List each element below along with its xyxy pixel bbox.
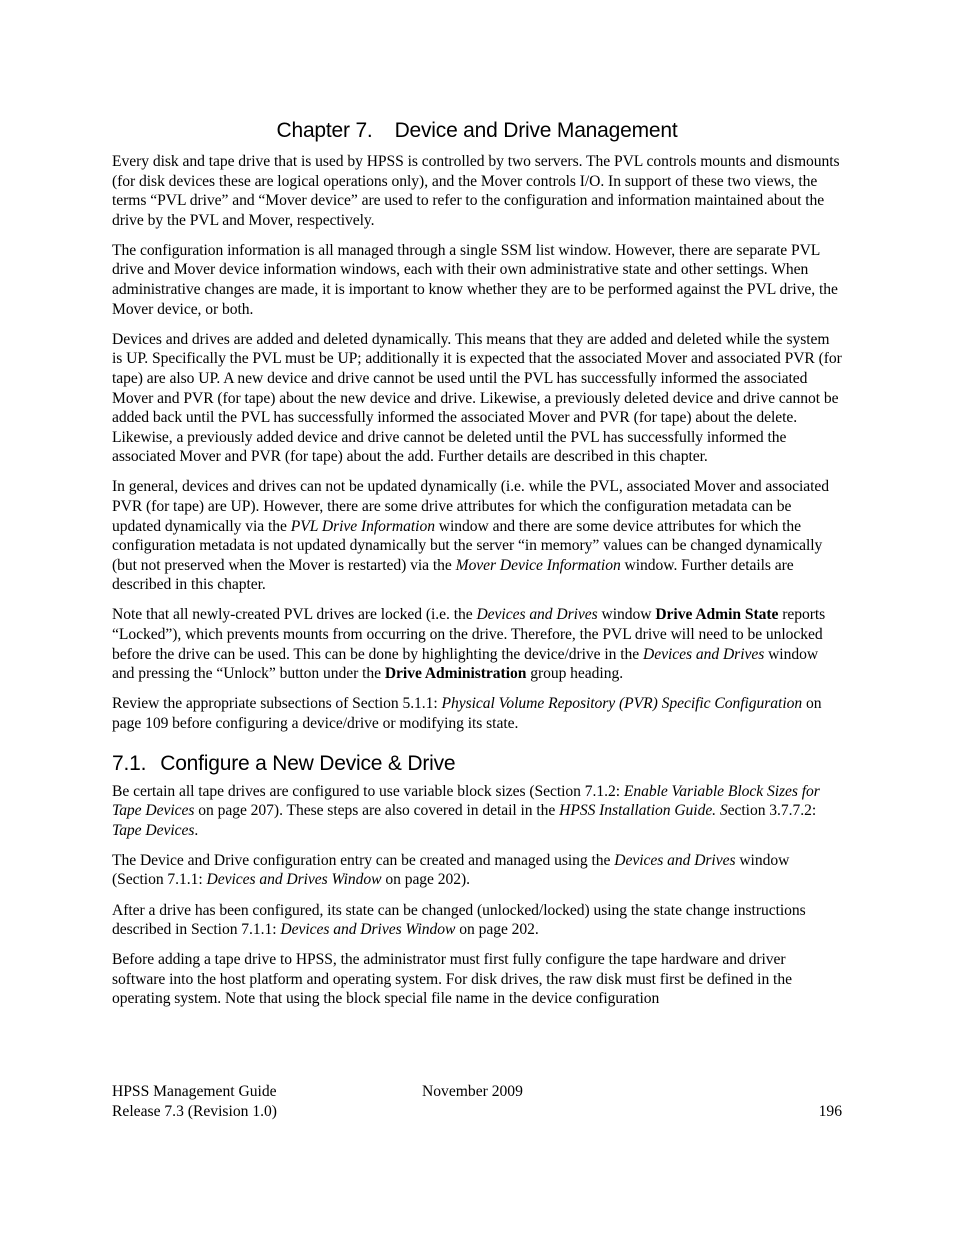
section-paragraph-3 — [112, 901, 842, 940]
text-run: on page 202. — [455, 921, 539, 939]
document-reference: HPSS Installation Guide. S — [559, 802, 728, 820]
section-paragraph-2 — [112, 851, 842, 890]
footer-release: Release 7.3 (Revision 1.0) — [112, 1103, 277, 1120]
chapter-number: Chapter 7. — [276, 119, 373, 142]
section-reference: Physical Volume Repository (PVR) Specific Configuration — [441, 695, 803, 713]
section-reference: Enable Variable Block Sizes for Tape Devices — [112, 782, 820, 820]
paragraph-4 — [112, 477, 842, 595]
chapter-heading — [112, 118, 842, 144]
section-paragraph-4: Before adding a tape drive to HPSS, the administrator must first fully configure the tape hardware and driver software into the host platform and operating system. For disk drives, the raw disk must first be defined in the operating system. Note that using the block special file name in the device configuration — [112, 951, 792, 1008]
text-run: window. Further details are described in this chapter. — [112, 556, 794, 594]
window-name-devices-and-drives: Devices and Drives — [476, 606, 598, 624]
text-run: ection 3.7.7.2: — [727, 802, 817, 820]
field-name-drive-admin-state: Drive Admin State — [655, 606, 779, 624]
text-run: on page 109 before configuring a device/drive or modifying its state. — [112, 695, 822, 732]
window-name-devices-and-drives: Devices and Drives — [643, 645, 765, 663]
section-number: 7.1. — [112, 751, 147, 775]
text-run: window — [597, 606, 656, 624]
section-reference: Devices and Drives Window — [280, 921, 456, 939]
window-name-devices-and-drives: Devices and Drives — [614, 851, 736, 869]
text-run: reports “Locked”), which prevents mounts from occurring on the drive. Therefore, the PVL drive will need to be unlocked before the drive can be used. This can be done by highlighting the device/drive in the — [112, 606, 826, 663]
text-run: . — [194, 821, 199, 839]
text-run: on page 207). These steps are also covered in detail in the — [194, 802, 560, 820]
chapter-title: Device and Drive Management — [394, 119, 678, 142]
text-run: After a drive has been configured, its state can be changed (unlocked/locked) using the state change instructions described in Section 7.1.1: — [112, 901, 806, 939]
text-run: In general, devices and drives can not be updated dynamically (i.e. while the PVL, associated Mover and associated PVR (for tape) are UP). However, there are some drive attributes for which the configuration metadata can be updated dynamically via the — [112, 478, 829, 535]
text-run: Review the appropriate subsections of Section 5.1.1: — [112, 695, 442, 713]
section-reference: Tape Devices — [112, 821, 195, 839]
section-heading — [112, 751, 842, 777]
paragraph-2: The configuration information is all managed through a single SSM list window. However, there are separate PVL drive and Mover device information windows, each with their own administrative state and other settings. When administrative changes are made, it is important to know whether they are to be performed against the PVL drive, the Mover device, or both. — [112, 241, 838, 318]
window-name-pvl-drive-information: PVL Drive Information — [290, 517, 435, 535]
page-body — [112, 118, 842, 1019]
section-title: Configure a New Device & Drive — [160, 751, 456, 775]
footer-date: November 2009 — [422, 1083, 523, 1100]
page-footer — [112, 1082, 842, 1122]
text-run: group heading. — [526, 665, 624, 683]
text-run: window and there are some device attributes for which the configuration metadata is not updated dynamically but the server “in memory” values can be changed dynamically (but not preserved when the Mover is restarted) via the — [112, 517, 823, 574]
section-reference: Devices and Drives Window — [206, 871, 382, 889]
text-run: window and pressing the “Unlock” button under the — [112, 645, 819, 683]
paragraph-6 — [112, 694, 842, 733]
text-run: window (Section 7.1.1: — [112, 851, 790, 889]
window-name-mover-device-information: Mover Device Information — [455, 556, 621, 574]
text-run: The Device and Drive configuration entry can be created and managed using the — [112, 851, 615, 869]
text-run: on page 202). — [381, 871, 471, 889]
group-name-drive-administration: Drive Administration — [384, 665, 527, 683]
section-paragraph-1 — [112, 782, 842, 841]
paragraph-3: Devices and drives are added and deleted dynamically. This means that they are added and deleted while the system is UP. Specifically the PVL must be UP; additionally it is expected that the associated Mover and associated PVR (for tape) are also UP. A new device and drive cannot be used until the PVL has successfully informed the associated Mover and PVR (for tape) about the new device and drive. Likewise, a previously deleted device and drive cannot be added back until the PVL has successfully informed the associated Mover and PVR (for tape) about the delete. Likewise, a previously added device and drive cannot be deleted until the PVL has successfully informed the associated Mover and PVR (for tape) about the add. Further details are described in this chapter. — [112, 330, 842, 466]
text-run: Note that all newly-created PVL drives are locked (i.e. the — [112, 606, 477, 624]
paragraph-5 — [112, 605, 842, 683]
footer-guide-title: HPSS Management Guide — [112, 1083, 277, 1100]
text-run: Be certain all tape drives are configured to use variable block sizes (Section 7.1.2: — [112, 782, 624, 800]
paragraph-1: Every disk and tape drive that is used by HPSS is controlled by two servers. The PVL controls mounts and dismounts (for disk devices these are logical operations only), and the Mover controls I/O. In support of these two views, the terms “PVL drive” and “Mover device” are used to refer to the configuration and information maintained about the drive by the PVL and Mover, respectively. — [112, 153, 840, 229]
footer-page-number: 196 — [818, 1103, 842, 1120]
